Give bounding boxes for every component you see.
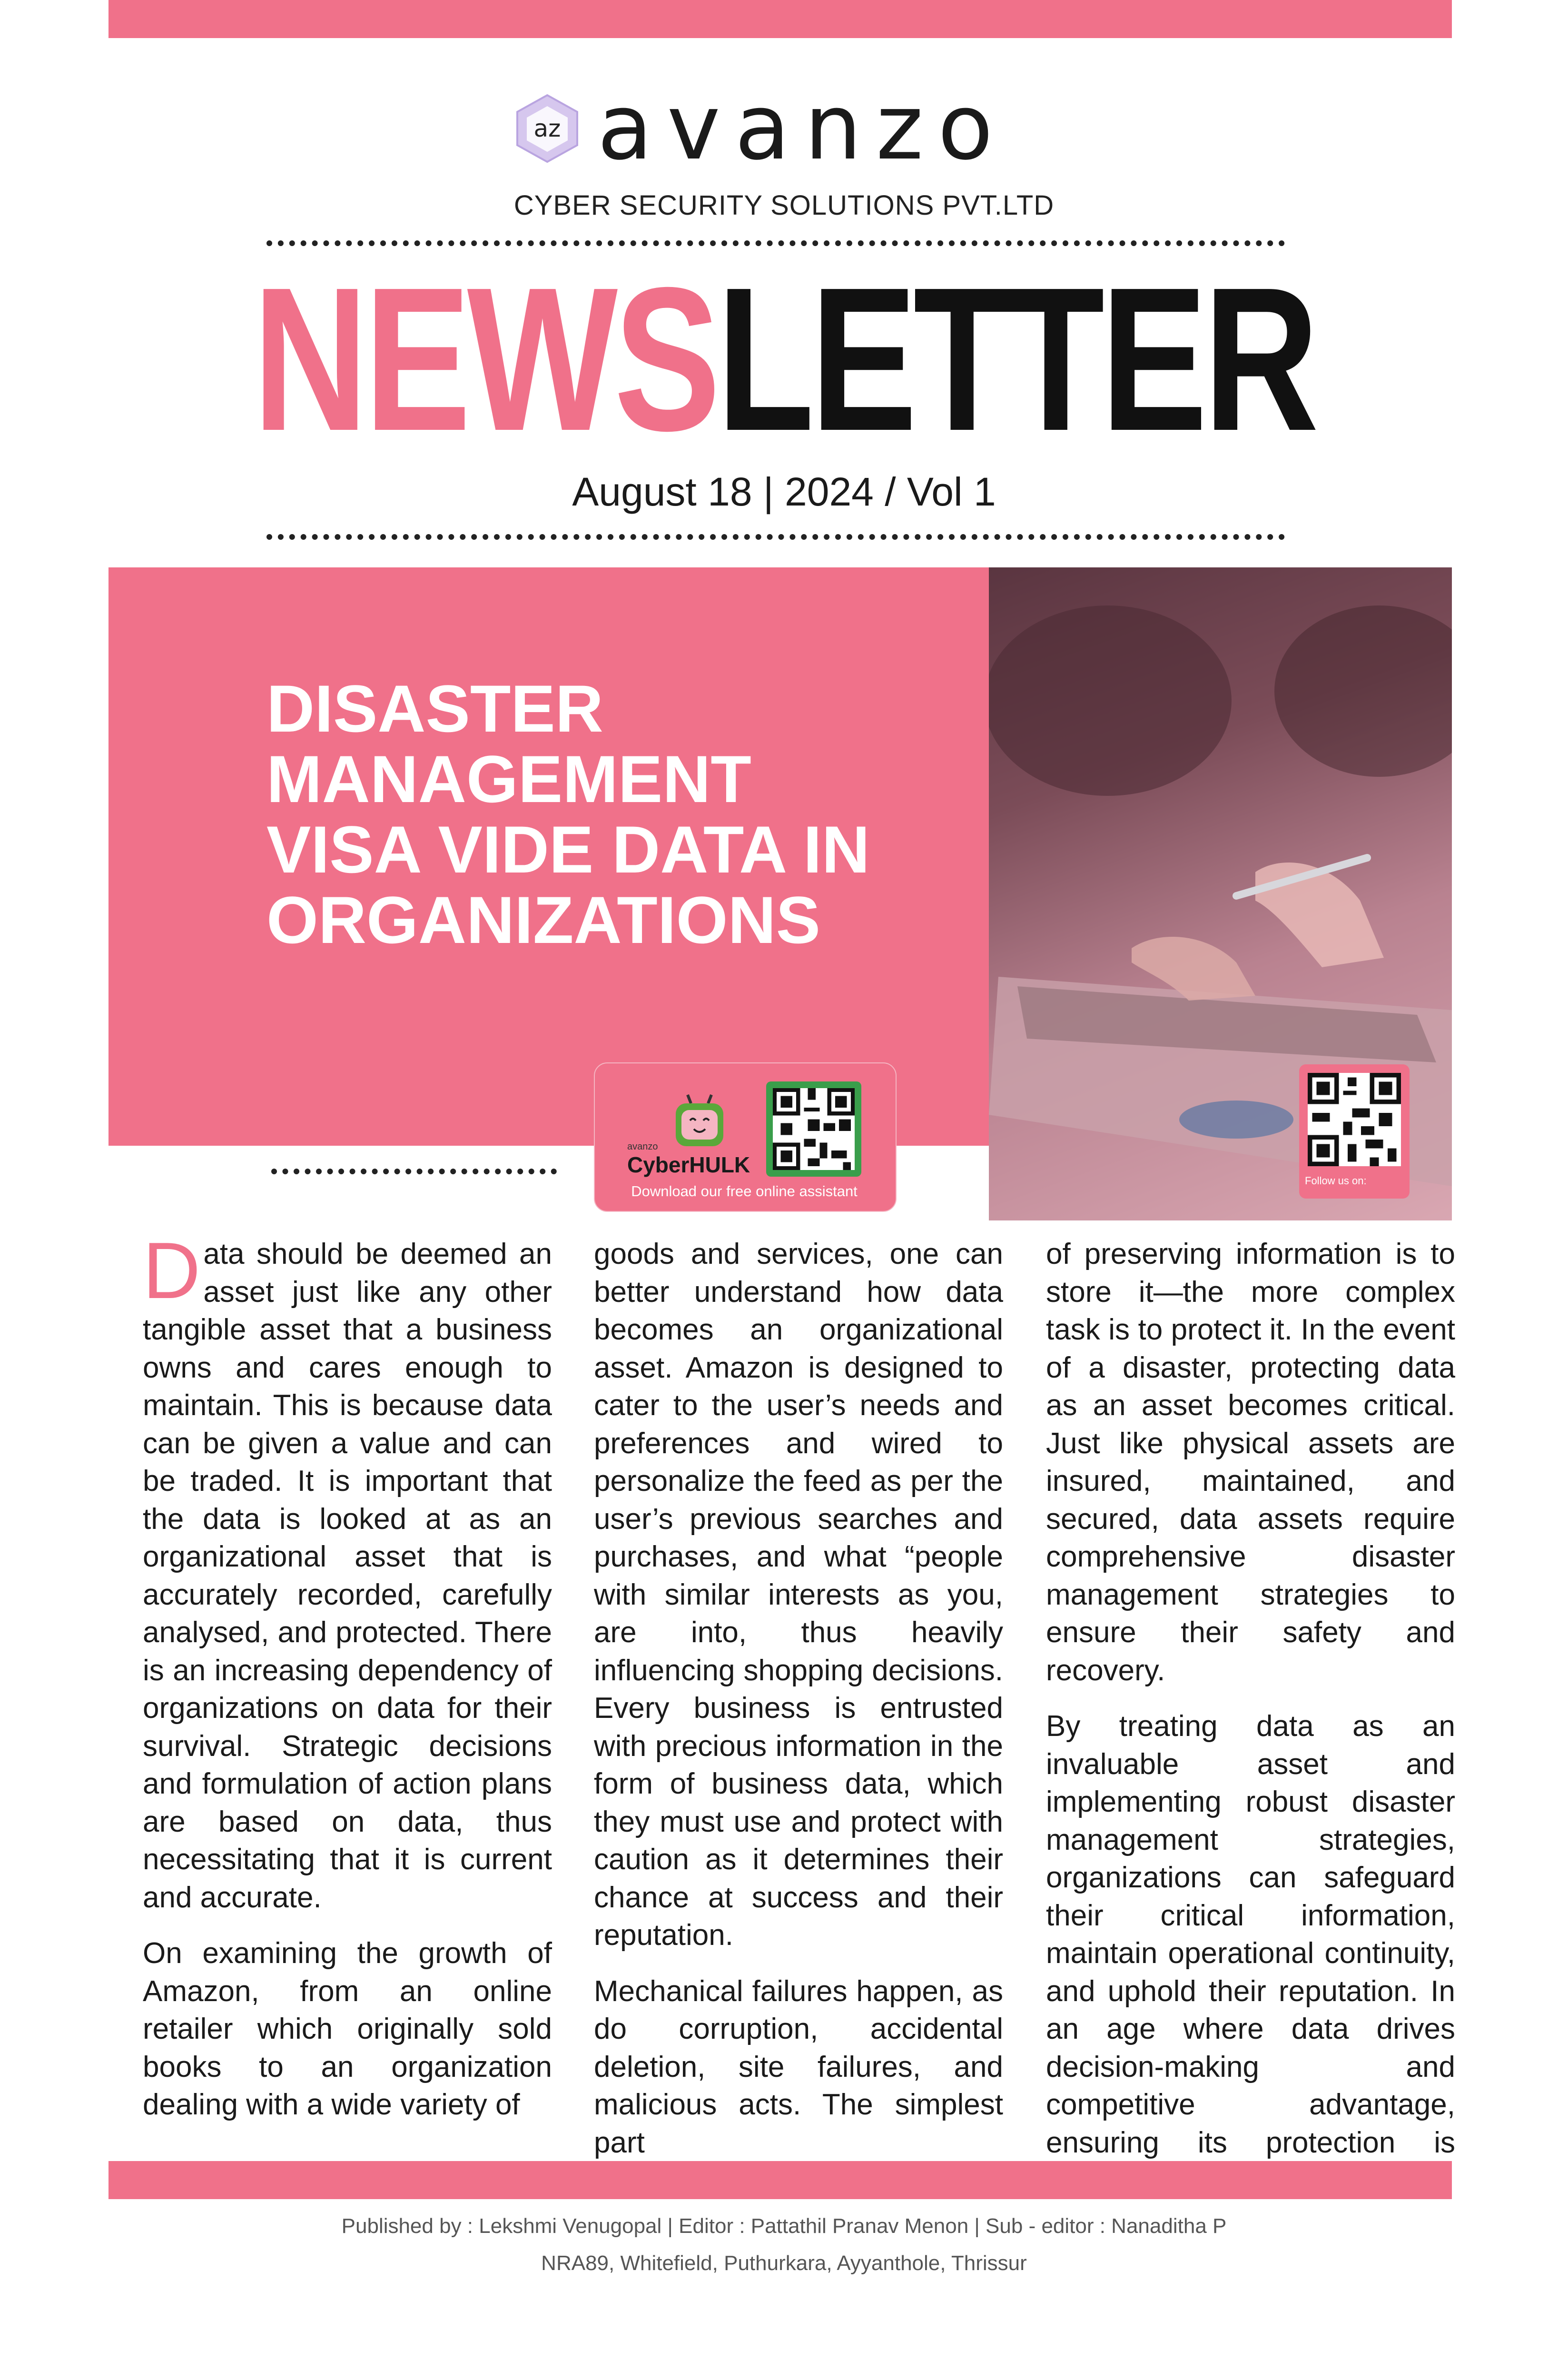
qr-code-icon[interactable] [773, 1088, 855, 1170]
logo-mark-text: az [533, 115, 561, 142]
company-name: CYBER SECURITY SOLUTIONS PVT.LTD [513, 190, 1055, 221]
title-line: DISASTER [266, 671, 603, 746]
brand-logo [0, 75, 1568, 180]
bottom-accent-bar [108, 2161, 1452, 2199]
paragraph [143, 1226, 552, 1916]
dotted-divider [271, 1169, 557, 1174]
footer-credits: Published by : Lekshmi Venugopal | Editor : Pattathil Pranav Menon | Sub - editor : Nanaditha P [341, 2214, 1227, 2238]
footer-address: NRA89, Whitefield, Puthurkara, Ayyanthole, Thrissur [541, 2251, 1027, 2275]
issue-date: August 18 | 2024 / Vol 1 [572, 469, 996, 514]
paragraph: Mechanical failures happen, as do corruption, accidental deletion, site failures, and malicious acts. The simplest part [594, 1974, 1003, 2159]
promo-qr-card [766, 1081, 861, 1177]
masthead-news: NEWS [253, 245, 717, 474]
follow-us-label: Follow us on: [1305, 1175, 1367, 1187]
brand-wordmark: avanzo [597, 75, 1007, 180]
article-column-1 [143, 1226, 552, 2142]
paragraph: of preserving information is to store it—the more complex task is to protect it. In the event of a disaster, protecting data as an asset becomes critical. Just like physical assets are insured, maintained, and secured, data assets require comprehensive disaster management strategies to ensure their safety and recovery. [1046, 1238, 1455, 1687]
newsletter-masthead [172, 245, 1395, 474]
article-column-3 [1046, 1235, 1455, 2218]
title-line: MANAGEMENT [266, 742, 751, 816]
promo-caption: Download our free online assistant [631, 1183, 858, 1200]
masthead-letter: LETTER [717, 245, 1315, 474]
paragraph: goods and services, one can better understand how data becomes an organizational asset. Amazon is designed to cater to the user’s needs and preferences and wired to personalize the feed as per the user’s previous searches and purchases, and what “people with similar interests as you, are into, thus heavily influencing shopping decisions. Every business is entrusted with precious information in the form of business data, which they must use and protect with caution as it determines their chance at success and their reputation. [594, 1238, 1003, 1952]
drop-cap: D [143, 1226, 201, 1315]
avanzo-logo-icon [512, 93, 583, 164]
title-line: VISA VIDE DATA IN [266, 812, 870, 887]
dotted-divider [266, 534, 1285, 540]
paragraph: By treating data as an invaluable asset and implementing robust disaster management strategies, organizations can safeguard their critical information, maintain operational continuity, and uphold their reputation. In an age where data drives decision-making and competitive advantage, ensuring its protection is [1046, 1710, 1455, 2159]
promo-brand-small: avanzo [627, 1141, 658, 1152]
promo-brand-name: CyberHULK [627, 1152, 750, 1177]
article-title [266, 671, 980, 957]
qr-code-icon[interactable] [1308, 1073, 1401, 1166]
robot-icon [666, 1090, 733, 1157]
paragraph: On examining the growth of Amazon, from an online retailer which originally sold books to an organization dealing with a wide variety of [143, 1937, 552, 2121]
paragraph-text: ata should be deemed an asset just like any other tangible asset that a business owns and cares enough to maintain. This is because data can be given a value and can be traded. It is important that the data is looked at as an organizational asset that is accurately recorded, carefully analysed, and protected. There is an increasing dependency of organizations on data for their survival. Strategic decisions and formulation of action plans are based on data, thus necessitating that it is current and accurate. [143, 1238, 552, 1914]
article-column-2 [594, 1235, 1003, 2180]
top-accent-bar [108, 0, 1452, 38]
title-line: ORGANIZATIONS [266, 883, 821, 957]
